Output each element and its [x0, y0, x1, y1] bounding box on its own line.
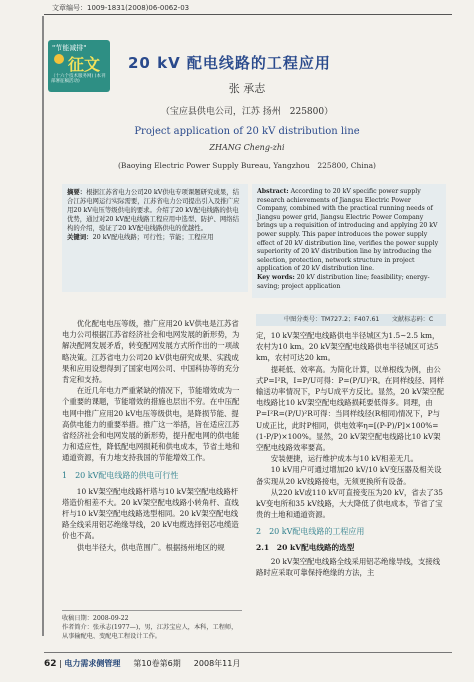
volume-issue: 第10卷第6期 — [133, 659, 181, 668]
paragraph: 10 kV架空配电线路杆塔与10 kV架空配电线路杆塔造价相差不大。20 kV架空配电线路小转角杆、直线杆与10 kV架空配电线路选型相同。20 kV架空配电线路全线采用铝芯绝缘导线，20 kV电缆选择铝芯电缆造价也不高。 — [62, 486, 239, 541]
paragraph: 10 kV用户可通过增加20 kV/10 kV变压器及相关设备实现从20 kV线路接电，无须更换所有设备。 — [256, 465, 442, 486]
page-footer: 62 | 电力需求侧管理 第10卷第6期 2008年11月 — [44, 659, 241, 669]
paragraph: 从220 kV或110 kV可直接变压为20 kV，省去了35 kV变电所和35 kV线路，大大降低了供电成本，节省了宝贵的土地和通道资源。 — [256, 487, 444, 520]
subsection-heading: 2.1 20 kV配电线路的选型 — [256, 543, 355, 553]
keywords-cn: 20 kV配电线路；可行性；节能；工程应用 — [92, 233, 214, 241]
received-note — [62, 610, 242, 641]
keywords-en: 20 kV distribution line; feasibility; energy-saving; project application — [257, 273, 430, 290]
affiliation: （宝应县供电公司，江苏 扬州 225800） — [160, 107, 334, 117]
issue-date: 2008年11月 — [193, 659, 241, 668]
section-heading-2: 2 20 kV配电线路的工程应用 — [256, 527, 365, 537]
paragraph: 供电半径大，供电范围广。根据扬州地区的规 — [76, 542, 225, 552]
abstract-english — [252, 184, 446, 298]
article-number: 文章编号：1009-1831(2008)06-0062-03 — [52, 4, 190, 12]
author-bio: 作者简介：张承志(1977—)，男，江苏宝应人，本科，工程师，从事输配电、变配电工程设计工作。 — [62, 624, 238, 640]
abstract-cn-text: 根据江苏省电力公司20 kV供电专项课题研究成果，结合江苏电网运行实际需要，江苏省电力公司提出引入及推广应用20 kV电压等级供电的要求。介绍了20 kV配电线路的供电优势，通过对20 kV配电线路工程应用中选型、防护、网络结构的介绍，验证了20 kV配电线路供电的优越性。 — [67, 188, 240, 232]
logo-top-text: "节能减排" — [52, 44, 87, 52]
english-title: Project application of 20 kV distribution line — [134, 126, 360, 137]
left-column — [62, 318, 242, 553]
header-rule — [44, 14, 452, 15]
paragraph: 定，10 kV架空配电线路供电半径城区为1.5~2.5 km，农村为10 km。20 kV架空配电线路供电半径城区可达5 km，农村可达20 km。 — [256, 331, 440, 363]
abstract-en-label: Abstract: — [257, 188, 289, 195]
logo-emblem-icon — [54, 54, 64, 64]
article-title: 20 kV 配电线路的工程应用 — [128, 54, 331, 72]
english-author: ZHANG Cheng-zhi — [209, 143, 285, 152]
paragraph: 优化配电电压等级，推广应用20 kV供电是江苏省电力公司根据江苏省经济社会和电网发展的新形势，为解决配网发展矛盾，转变配网发展方式所作出的一项战略决策。江苏省电力公司20 kV供电研究成果、实践成果和应用设想得到了国家电网公司、中国科协等的充分肯定和支持。 — [62, 319, 240, 385]
author: 张 承志 — [228, 82, 266, 95]
logo-main-text: 征文 — [68, 55, 101, 74]
journal-name: 电力需求侧管理 — [64, 659, 121, 668]
logo-small-text: （十六个技术服务网) (本刊部署征稿活动) — [51, 74, 106, 84]
paragraph: 安装便捷，运行维护成本与10 kV相差无几。 — [270, 454, 419, 464]
abstract-cn-label: 摘要： — [67, 188, 87, 196]
paragraph: 在近几年电力严重紧缺的情况下，节能增效成为一个重要的课题，节能增效的措施也层出不穷。在中压配电网中推广应用20 kV电压等级供电，是降损节能、提高供电能力的重要举措。推广这一举措，旨在适应江苏省经济社会和电网发展的新形势，提升配电网的供电能力和适应性，降低配电网损耗和供电成本，节省土地和通道资源，有力地支持我国的节能增效工作。 — [62, 386, 240, 463]
english-affiliation: (Baoying Electric Power Supply Bureau, Yangzhou 225800, China) — [118, 161, 376, 170]
paragraph: 20 kV架空配电线路全线采用铝芯绝缘导线，支接线路时应采取可靠保持绝缘的方法，主 — [256, 556, 441, 577]
abstract-en-text: According to 20 kV specific power supply research achievements of Jiangsu Electric Power Company, combined with the practical running needs of Jiangsu power grid, Jiangsu Electric Power Company brings up a requisition of introducing and applying 20 kV power supply. This paper introduces the power supply effect of 20 kV distribution line, verifies the power supply superiority of 20 kV distribution line by introducing the selection, protection, network structure in project application of 20 kV distribution line. — [257, 188, 439, 273]
page-number: 62 — [44, 659, 57, 669]
section-heading-1: 1 20 kV配电线路的供电可行性 — [62, 470, 179, 480]
keywords-en-label: Key words: — [257, 273, 295, 281]
right-column — [256, 330, 446, 578]
footer-rule — [44, 652, 452, 653]
classification-bar: 中图分类号：TM727.2；F407.61 文献标志码：C — [256, 314, 446, 326]
received-date: 收稿日期：2008-09-22 — [62, 615, 129, 622]
abstract-chinese — [62, 184, 248, 292]
keywords-cn-label: 关键词： — [67, 233, 93, 241]
paragraph: 提耗低、效率高。为简化计算，以单根线为例，由公式P=I²R，I=P/U可得：P=(P/U)²R。在同样线径、同样输送功率情况下，P与U成平方反比。显然，20 kV架空配电线路比10 kV架空配电线路损耗要低得多。同理，由P=I²R=(P/U)²R可得：当同样线径(R相同)情况下，P与U成正比，此时P相同，供电效率η=[(P-P)/P]×100%=(1-P/P)×100%。显然，20 kV架空配电线路比10 kV架空配电线路效率要高。 — [256, 364, 445, 453]
